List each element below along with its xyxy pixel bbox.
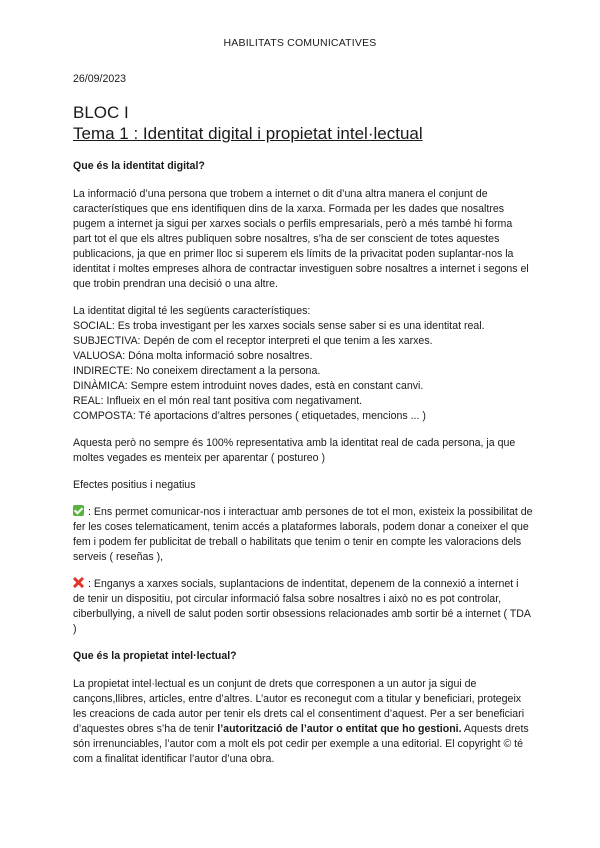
bloc-title: BLOC I bbox=[73, 103, 129, 122]
section-heading-intellectual-property: Que és la propietat intel·lectual? bbox=[73, 650, 237, 662]
positive-effects-paragraph bbox=[73, 505, 533, 565]
document-date: 26/09/2023 bbox=[73, 73, 127, 85]
check-mark-icon bbox=[73, 505, 84, 516]
characteristics-list bbox=[73, 304, 533, 424]
list-item: SOCIAL: Es troba investigant per les xarxes socials sense saber si es una identitat real. bbox=[73, 320, 485, 332]
list-item: SUBJECTIVA: Depén de com el receptor interpreti el que tenim a les xarxes. bbox=[73, 335, 433, 347]
negative-effects-paragraph bbox=[73, 577, 533, 637]
list-item: INDIRECTE: No coneixem directament a la persona. bbox=[73, 365, 321, 377]
ip-bold-text: l’autorització de l’autor o entitat que ho gestioni. bbox=[217, 723, 462, 735]
list-item: VALUOSA: Dóna molta informació sobre nosaltres. bbox=[73, 350, 313, 362]
cross-mark-icon bbox=[73, 577, 84, 588]
intellectual-property-paragraph bbox=[73, 677, 533, 767]
topic-title: Tema 1 : Identitat digital i propietat intel·lectual bbox=[73, 124, 423, 143]
effects-title: Efectes positius i negatius bbox=[73, 479, 196, 491]
page-header: HABILITATS COMUNICATIVES bbox=[223, 37, 377, 49]
representativeness-paragraph: Aquesta però no sempre és 100% representativa amb la identitat real de cada persona, ja que moltes vegades es menteix per aparentar ( postureo ) bbox=[73, 437, 516, 464]
list-item: COMPOSTA: Té aportacions d’altres persones ( etiquetades, mencions ... ) bbox=[73, 410, 426, 422]
digital-identity-intro: La informació d’una persona que trobem a internet o dit d’una altra manera el conjunt de característiques que ens identifiquen dins de la xarxa. Formada per les dades que nosaltres pugem a internet ja sigui per xarxes socials o perfils empresarials, però a més també hi forma part tot el que els altres publiquen sobre nosaltres, s’ha de ser conscient de totes aquestes publicacions, ja que en primer lloc si superem els límits de la privacitat poden suplantar-nos la identitat i moltes empreses alhora de contractar investiguen sobre nosaltres a internet i segons el que trobin prendran una decisió o una altre. bbox=[73, 188, 529, 290]
ip-text-end: Aquests drets són irrenunciables, l’autor com a molt els pot cedir per exemple a una editorial. El copyright © té com a finalitat identificar l’autor d’una obra. bbox=[73, 723, 529, 765]
section-heading-digital-identity: Que és la identitat digital? bbox=[73, 160, 205, 172]
ip-text-start: La propietat intel·lectual es un conjunt de drets que corresponen a un autor ja sigui de cançons,llibres, articles, entre d’altres. L’autor es reconegut com a titular y beneficiari, protegeix les creacions de cada autor per tenir els drets cal el consentiment d’aquest. Per a ser beneficiari d’aquestes obres s’ha de tenir bbox=[73, 678, 525, 735]
document-body bbox=[73, 72, 533, 779]
negative-effects-text: : Enganys a xarxes socials, suplantacions de indentitat, depenem de la connexió a internet i de tenir un dispositiu, pot circular informació falsa sobre nosaltres i això no es pot controlar, ciberbullying, a nivell de salut poden sortir obsessions relacionades amb sortir bé a internet ( TDA ) bbox=[73, 578, 531, 635]
list-item: DINÀMICA: Sempre estem introduint noves dades, està en constant canvi. bbox=[73, 380, 424, 392]
list-item: REAL: Influeix en el món real tant positiva com negativament. bbox=[73, 395, 363, 407]
positive-effects-text: : Ens permet comunicar-nos i interactuar amb persones de tot el mon, existeix la possibilitat de fer les coses telematicament, tenim accés a plataformes laborals, podem donar a coneixer el que fem i podem fer publicitat de treball o habilitats que tenim o tenir en compte les valoracions dels serveis ( reseñas ), bbox=[73, 506, 533, 563]
characteristics-title: La identitat digital té les següents característiques: bbox=[73, 305, 311, 317]
